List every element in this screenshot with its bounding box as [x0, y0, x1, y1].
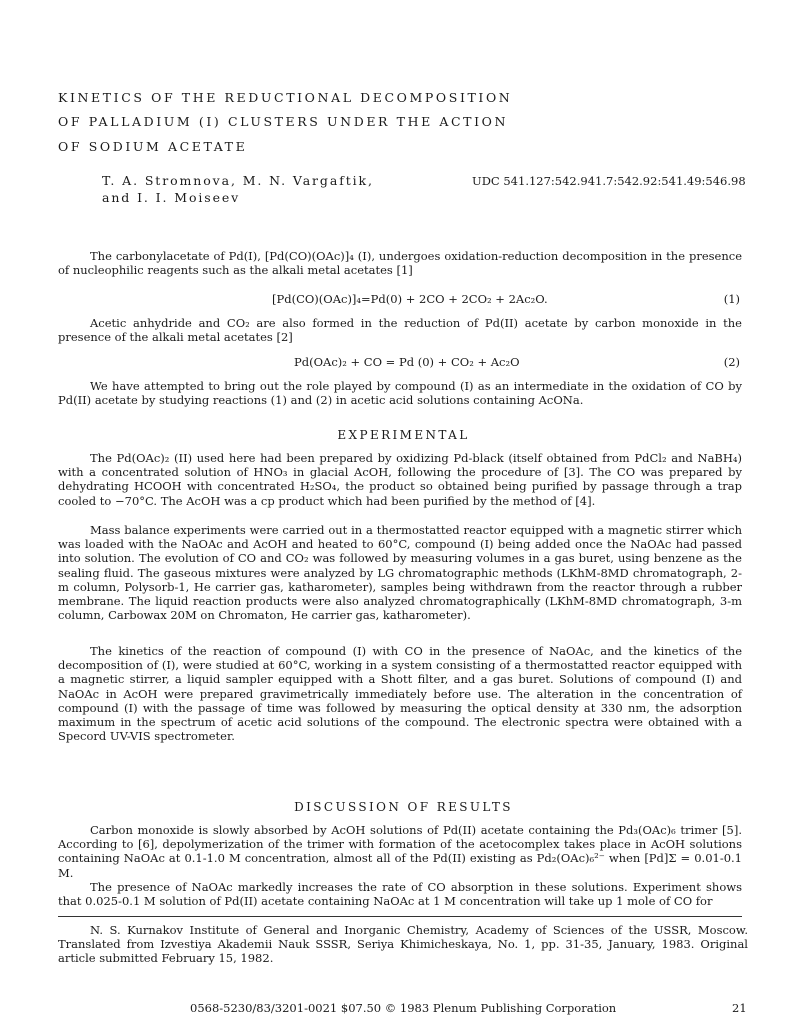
- udc-code: UDC 541.127:542.941.7:542.92:541.49:546.98: [472, 174, 746, 188]
- experimental-paragraph-1: The Pd(OAc)₂ (II) used here had been prepared by oxidizing Pd-black (itself obtained from PdCl₂ and NaBH₄) with a concentrated solution of HNO₃ in glacial AcOH, following the procedure of [3]. The CO was prepared by dehydrating HCOOH with concentrated H₂SO₄, the product so obtained being purified by passage through a trap cooled to −70°C. The AcOH was a cp product which had been purified by the method of [4].: [58, 451, 742, 508]
- equation-2-formula: Pd(OAc)₂ + CO = Pd (0) + CO₂ + Ac₂O: [294, 355, 520, 369]
- intro-paragraph-2: Acetic anhydride and CO₂ are also formed in the reduction of Pd(II) acetate by carbon monoxide in the presence of the alkali metal acetates [2]: [58, 316, 742, 345]
- section-heading-experimental: EXPERIMENTAL: [337, 428, 470, 442]
- equation-1-formula: [Pd(CO)(OAc)]₄=Pd(0) + 2CO + 2CO₂ + 2Ac₂O.: [272, 292, 548, 306]
- footnote-rule: [58, 916, 742, 917]
- footnote-text: N. S. Kurnakov Institute of General and Inorganic Chemistry, Academy of Sciences of the USSR, Moscow. Translated from Izvestiya Akademii Nauk SSSR, Seriya Khimicheskaya, No. 1, pp. 31-35, January, 1983. Original article submitted February 15, 1982.: [58, 923, 748, 966]
- experimental-paragraph-2: Mass balance experiments were carried out in a thermostatted reactor equipped with a magnetic stirrer which was loaded with the NaOAc and AcOH and heated to 60°C, compound (I) being added once the NaOAc had passed into solution. The evolution of CO and CO₂ was followed by measuring volumes in a gas buret, using benzene as the sealing fluid. The gaseous mixtures were analyzed by LG chromatographic methods (LKhM-8MD chromatograph, 2-m column, Polysorb-1, He carrier gas, katharometer), samples being withdrawn from the reactor through a rubber membrane. The liquid reaction products were also analyzed chromatographically (LKhM-8MD chromatograph, 3-m column, Carbowax 20M on Chromaton, He carrier gas, katharometer).: [58, 523, 742, 623]
- equation-2-number: (2): [723, 355, 740, 369]
- page-number: 21: [732, 1001, 747, 1015]
- discussion-paragraph-1: Carbon monoxide is slowly absorbed by AcOH solutions of Pd(II) acetate containing the Pd₃(OAc)₆ trimer [5]. According to [6], depolymerization of the trimer with formation of the acetocomplex takes place in AcOH solutions containing NaOAc at 0.1-1.0 M concentration, almost all of the Pd(II) existing as Pd₂(OAc)₆²⁻ when [Pd]Σ = 0.01-0.1 M.: [58, 823, 742, 880]
- publisher-line: 0568-5230/83/3201-0021 $07.50 © 1983 Plenum Publishing Corporation: [190, 1001, 617, 1015]
- equation-1-number: (1): [723, 292, 740, 306]
- authors-line-2: and I. I. Moiseev: [102, 190, 241, 205]
- discussion-paragraph-2: The presence of NaOAc markedly increases the rate of CO absorption in these solutions. Experiment shows that 0.025-0.1 M solution of Pd(II) acetate containing NaOAc at 1 M concentration will take up 1 mole of CO for: [58, 880, 742, 909]
- experimental-paragraph-3: The kinetics of the reaction of compound (I) with CO in the presence of NaOAc, and the kinetics of the decomposition of (I), were studied at 60°C, working in a system consisting of a thermostatted reactor equipped with a magnetic stirrer, a liquid sampler equipped with a Shott filter, and a gas buret. Solutions of compound (I) and NaOAc in AcOH were prepared gravimetrically immediately before use. The alteration in the concentration of compound (I) with the passage of time was followed by measuring the optical density at 330 nm, the adsorption maximum in the spectrum of acetic acid solutions of the compound. The electronic spectra were obtained with a Specord UV-VIS spectrometer.: [58, 644, 742, 744]
- section-heading-discussion: DISCUSSION OF RESULTS: [294, 800, 513, 814]
- authors-line-1: T. A. Stromnova, M. N. Vargaftik,: [102, 173, 374, 188]
- intro-paragraph-3: We have attempted to bring out the role played by compound (I) as an intermediate in the oxidation of CO by Pd(II) acetate by studying reactions (1) and (2) in acetic acid solutions containing AcONa.: [58, 379, 742, 408]
- intro-paragraph-1: The carbonylacetate of Pd(I), [Pd(CO)(OAc)]₄ (I), undergoes oxidation-reduction decomposition in the presence of nucleophilic reagents such as the alkali metal acetates [1]: [58, 249, 742, 278]
- title-line-2: OF PALLADIUM (I) CLUSTERS UNDER THE ACTION: [58, 114, 509, 129]
- title-line-1: KINETICS OF THE REDUCTIONAL DECOMPOSITION: [58, 90, 513, 105]
- title-line-3: OF SODIUM ACETATE: [58, 139, 248, 154]
